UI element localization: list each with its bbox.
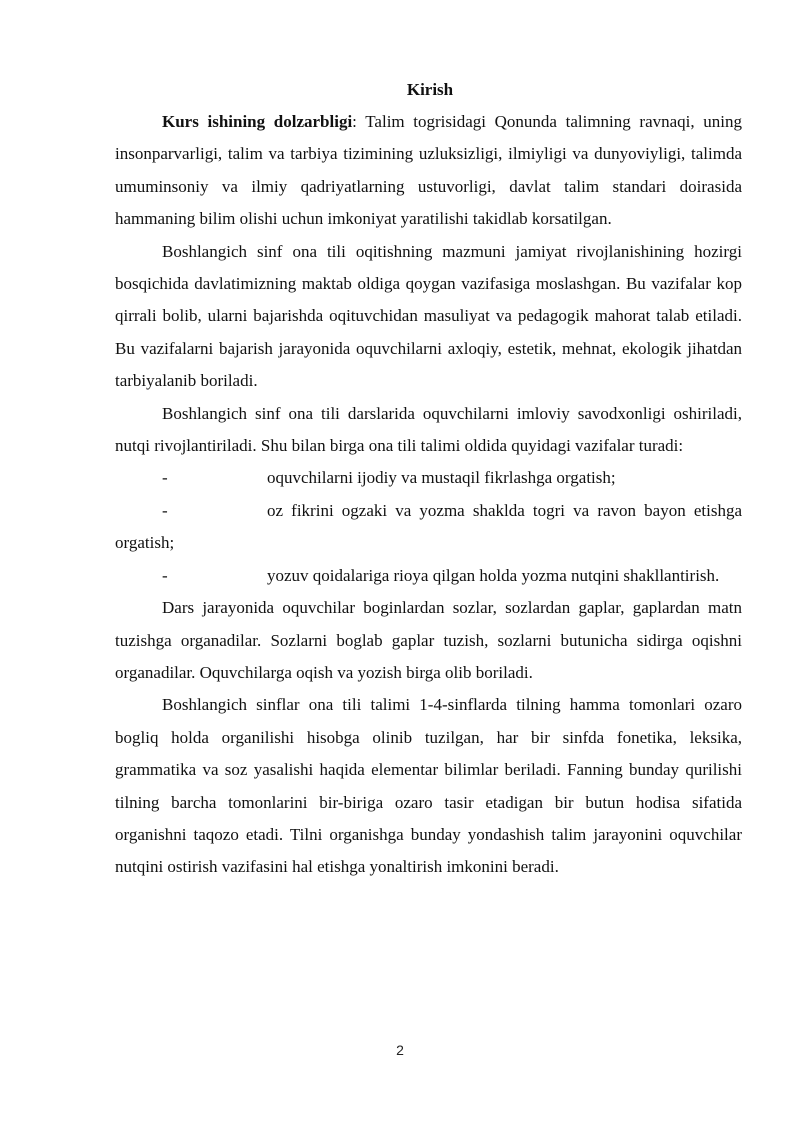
paragraph-3: Boshlangich sinf ona tili darslarida oquvchilarni imloviy savodxonligi oshiriladi, nutqi rivojlantiriladi. Shu bilan birga ona tili talimi oldida quyidagi vazifalar turadi: (115, 403, 742, 456)
list-item-text: oquvchilarni ijodiy va mustaqil fikrlashga orgatish; (267, 468, 616, 488)
paragraph-2: Boshlangich sinf ona tili oqitishning mazmuni jamiyat rivojlanishining hozirgi bosqichida davlatimizning maktab oldiga qoygan vazifasiga moslashgan. Bu vazifalar kop qirrali bolib, ularni bajarishda oqituvchidan masuliyat va pedagogik mahorat talab etiladi. Bu vazifalarni bajarish jarayonida oquvchilarni axloqiy, estetik, mehnat, ekologik jihatdan tarbiyalanib boriladi. (115, 241, 742, 391)
section-title: Kirish (406, 80, 454, 99)
paragraph-text: : Talim togrisidagi Qonunda talimning ravnaqi, uning insonparvarligi, talim va tarbiya tizimining uzluksizligi, ilmiyligi va dunyoviyligi, talimda umuminsoniy va ilmiy qadriyatlarning ustuvorligi, davlat talim standari doirasida hammaning bilim olishi uchun imkoniyat yaratilishi takidlab korsatilgan. (115, 112, 742, 229)
list-item-text: oz fikrini ogzaki va yozma shaklda togri va ravon bayon etishga orgatish; (115, 500, 742, 553)
document-body (115, 74, 742, 884)
list-item-3 (115, 560, 742, 592)
paragraph-lead: Kurs ishining dolzarbligi (162, 112, 353, 131)
paragraph-relevance (115, 106, 742, 236)
list-item-2 (115, 495, 742, 560)
paragraph-5: Boshlangich sinflar ona tili talimi 1-4-sinflarda tilning hamma tomonlari ozaro bogliq holda organilishi hisobga olinib tuzilgan, har bir sinfda fonetika, leksika, grammatika va soz yasalishi haqida elementar bilimlar beriladi. Fanning bunday qurilishi tilning barcha tomonlarini bir-biriga ozaro tasir etadigan bir butun hodisa sifatida organishni taqozo etadi. Tilni organishga bunday yondashish talim jarayonini oquvchilar nutqini ostirish vazifasini hal etishga yonaltirish imkonini beradi. (115, 695, 742, 877)
page-number: 2 (396, 1042, 404, 1058)
list-item-text: yozuv qoidalariga rioya qilgan holda yozma nutqini shakllantirish. (267, 565, 720, 585)
list-dash: - (162, 468, 168, 488)
list-item-1 (115, 462, 742, 494)
paragraph-4: Dars jarayonida oquvchilar boginlardan sozlar, sozlardan gaplar, gaplardan matn tuzishga organadilar. Sozlarni boglab gaplar tuzish, sozlarni butunicha sidirga oqishni organadilar. Oquvchilarga oqish va yozish birga olib boriladi. (115, 598, 742, 682)
list-dash: - (162, 565, 168, 585)
list-dash: - (162, 500, 168, 520)
